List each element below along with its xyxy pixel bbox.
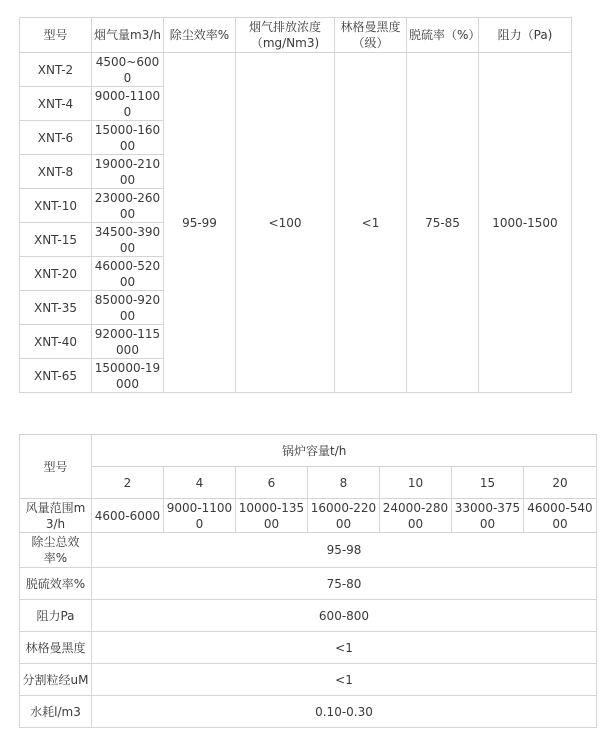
- capacity-cell: 4: [164, 467, 236, 499]
- row-value: <1: [92, 632, 597, 664]
- table-row: [20, 568, 597, 600]
- header-emission-concentration: 烟气排放浓度（mg/Nm3): [236, 18, 335, 53]
- capacity-cell: 20: [524, 467, 597, 499]
- air-range-cell: 16000-22000: [308, 499, 380, 533]
- model-cell: XNT-35: [20, 291, 92, 325]
- header-ringelmann: 林格曼黑度（级）: [335, 18, 407, 53]
- table-row: [20, 664, 597, 696]
- air-range-cell: 33000-37500: [452, 499, 524, 533]
- desulfurization-cell: 75-85: [407, 53, 479, 393]
- capacity-values-row: [20, 467, 597, 499]
- header-model: 型号: [20, 18, 92, 53]
- model-cell: XNT-15: [20, 223, 92, 257]
- row-label: 脱硫效率%: [20, 568, 92, 600]
- air-range-cell: 46000-54000: [524, 499, 597, 533]
- model-cell: XNT-8: [20, 155, 92, 189]
- row-value: 95-98: [92, 533, 597, 568]
- capacity-cell: 2: [92, 467, 164, 499]
- header-dust-efficiency: 除尘效率%: [164, 18, 236, 53]
- flow-cell: 46000-52000: [92, 257, 164, 291]
- row-value: 0.10-0.30: [92, 696, 597, 728]
- model-cell: XNT-10: [20, 189, 92, 223]
- header-model: 型号: [20, 435, 92, 499]
- table-header-row: [20, 18, 572, 53]
- header-desulfurization: 脱硫率（%）: [407, 18, 479, 53]
- air-range-cell: 24000-28000: [380, 499, 452, 533]
- dust-efficiency-cell: 95-99: [164, 53, 236, 393]
- row-label: 分割粒经uM: [20, 664, 92, 696]
- flow-cell: 9000-11000: [92, 87, 164, 121]
- header-resistance: 阻力（Pa): [479, 18, 572, 53]
- spec-table-boiler-capacity: [19, 434, 597, 728]
- model-cell: XNT-40: [20, 325, 92, 359]
- model-cell: XNT-65: [20, 359, 92, 393]
- capacity-caption-row: [20, 435, 597, 467]
- capacity-cell: 8: [308, 467, 380, 499]
- flow-cell: 150000-19000: [92, 359, 164, 393]
- emission-cell: <100: [236, 53, 335, 393]
- flow-cell: 34500-39000: [92, 223, 164, 257]
- model-cell: XNT-2: [20, 53, 92, 87]
- header-boiler-capacity: 锅炉容量t/h: [92, 435, 597, 467]
- table-row: [20, 696, 597, 728]
- air-range-cell: 9000-11000: [164, 499, 236, 533]
- capacity-cell: 15: [452, 467, 524, 499]
- row-value: <1: [92, 664, 597, 696]
- table-row: [20, 499, 597, 533]
- flow-cell: 23000-26000: [92, 189, 164, 223]
- resistance-cell: 1000-1500: [479, 53, 572, 393]
- table-row: [20, 632, 597, 664]
- flow-cell: 85000-92000: [92, 291, 164, 325]
- flow-cell: 92000-115000: [92, 325, 164, 359]
- air-range-cell: 10000-13500: [236, 499, 308, 533]
- table-row: [20, 533, 597, 568]
- row-value: 75-80: [92, 568, 597, 600]
- ringelmann-cell: <1: [335, 53, 407, 393]
- table-row: [20, 600, 597, 632]
- row-value: 600-800: [92, 600, 597, 632]
- capacity-cell: 6: [236, 467, 308, 499]
- row-label-air-range: 风量范围m3/h: [20, 499, 92, 533]
- row-label: 林格曼黑度: [20, 632, 92, 664]
- table-row: [20, 53, 572, 87]
- model-cell: XNT-6: [20, 121, 92, 155]
- spec-table-models: [19, 17, 572, 393]
- model-cell: XNT-4: [20, 87, 92, 121]
- flow-cell: 4500~6000: [92, 53, 164, 87]
- row-label: 除尘总效率%: [20, 533, 92, 568]
- model-cell: XNT-20: [20, 257, 92, 291]
- flow-cell: 19000-21000: [92, 155, 164, 189]
- flow-cell: 15000-16000: [92, 121, 164, 155]
- row-label: 阻力Pa: [20, 600, 92, 632]
- row-label: 水耗l/m3: [20, 696, 92, 728]
- capacity-cell: 10: [380, 467, 452, 499]
- header-flue-gas-flow: 烟气量m3/h: [92, 18, 164, 53]
- air-range-cell: 4600-6000: [92, 499, 164, 533]
